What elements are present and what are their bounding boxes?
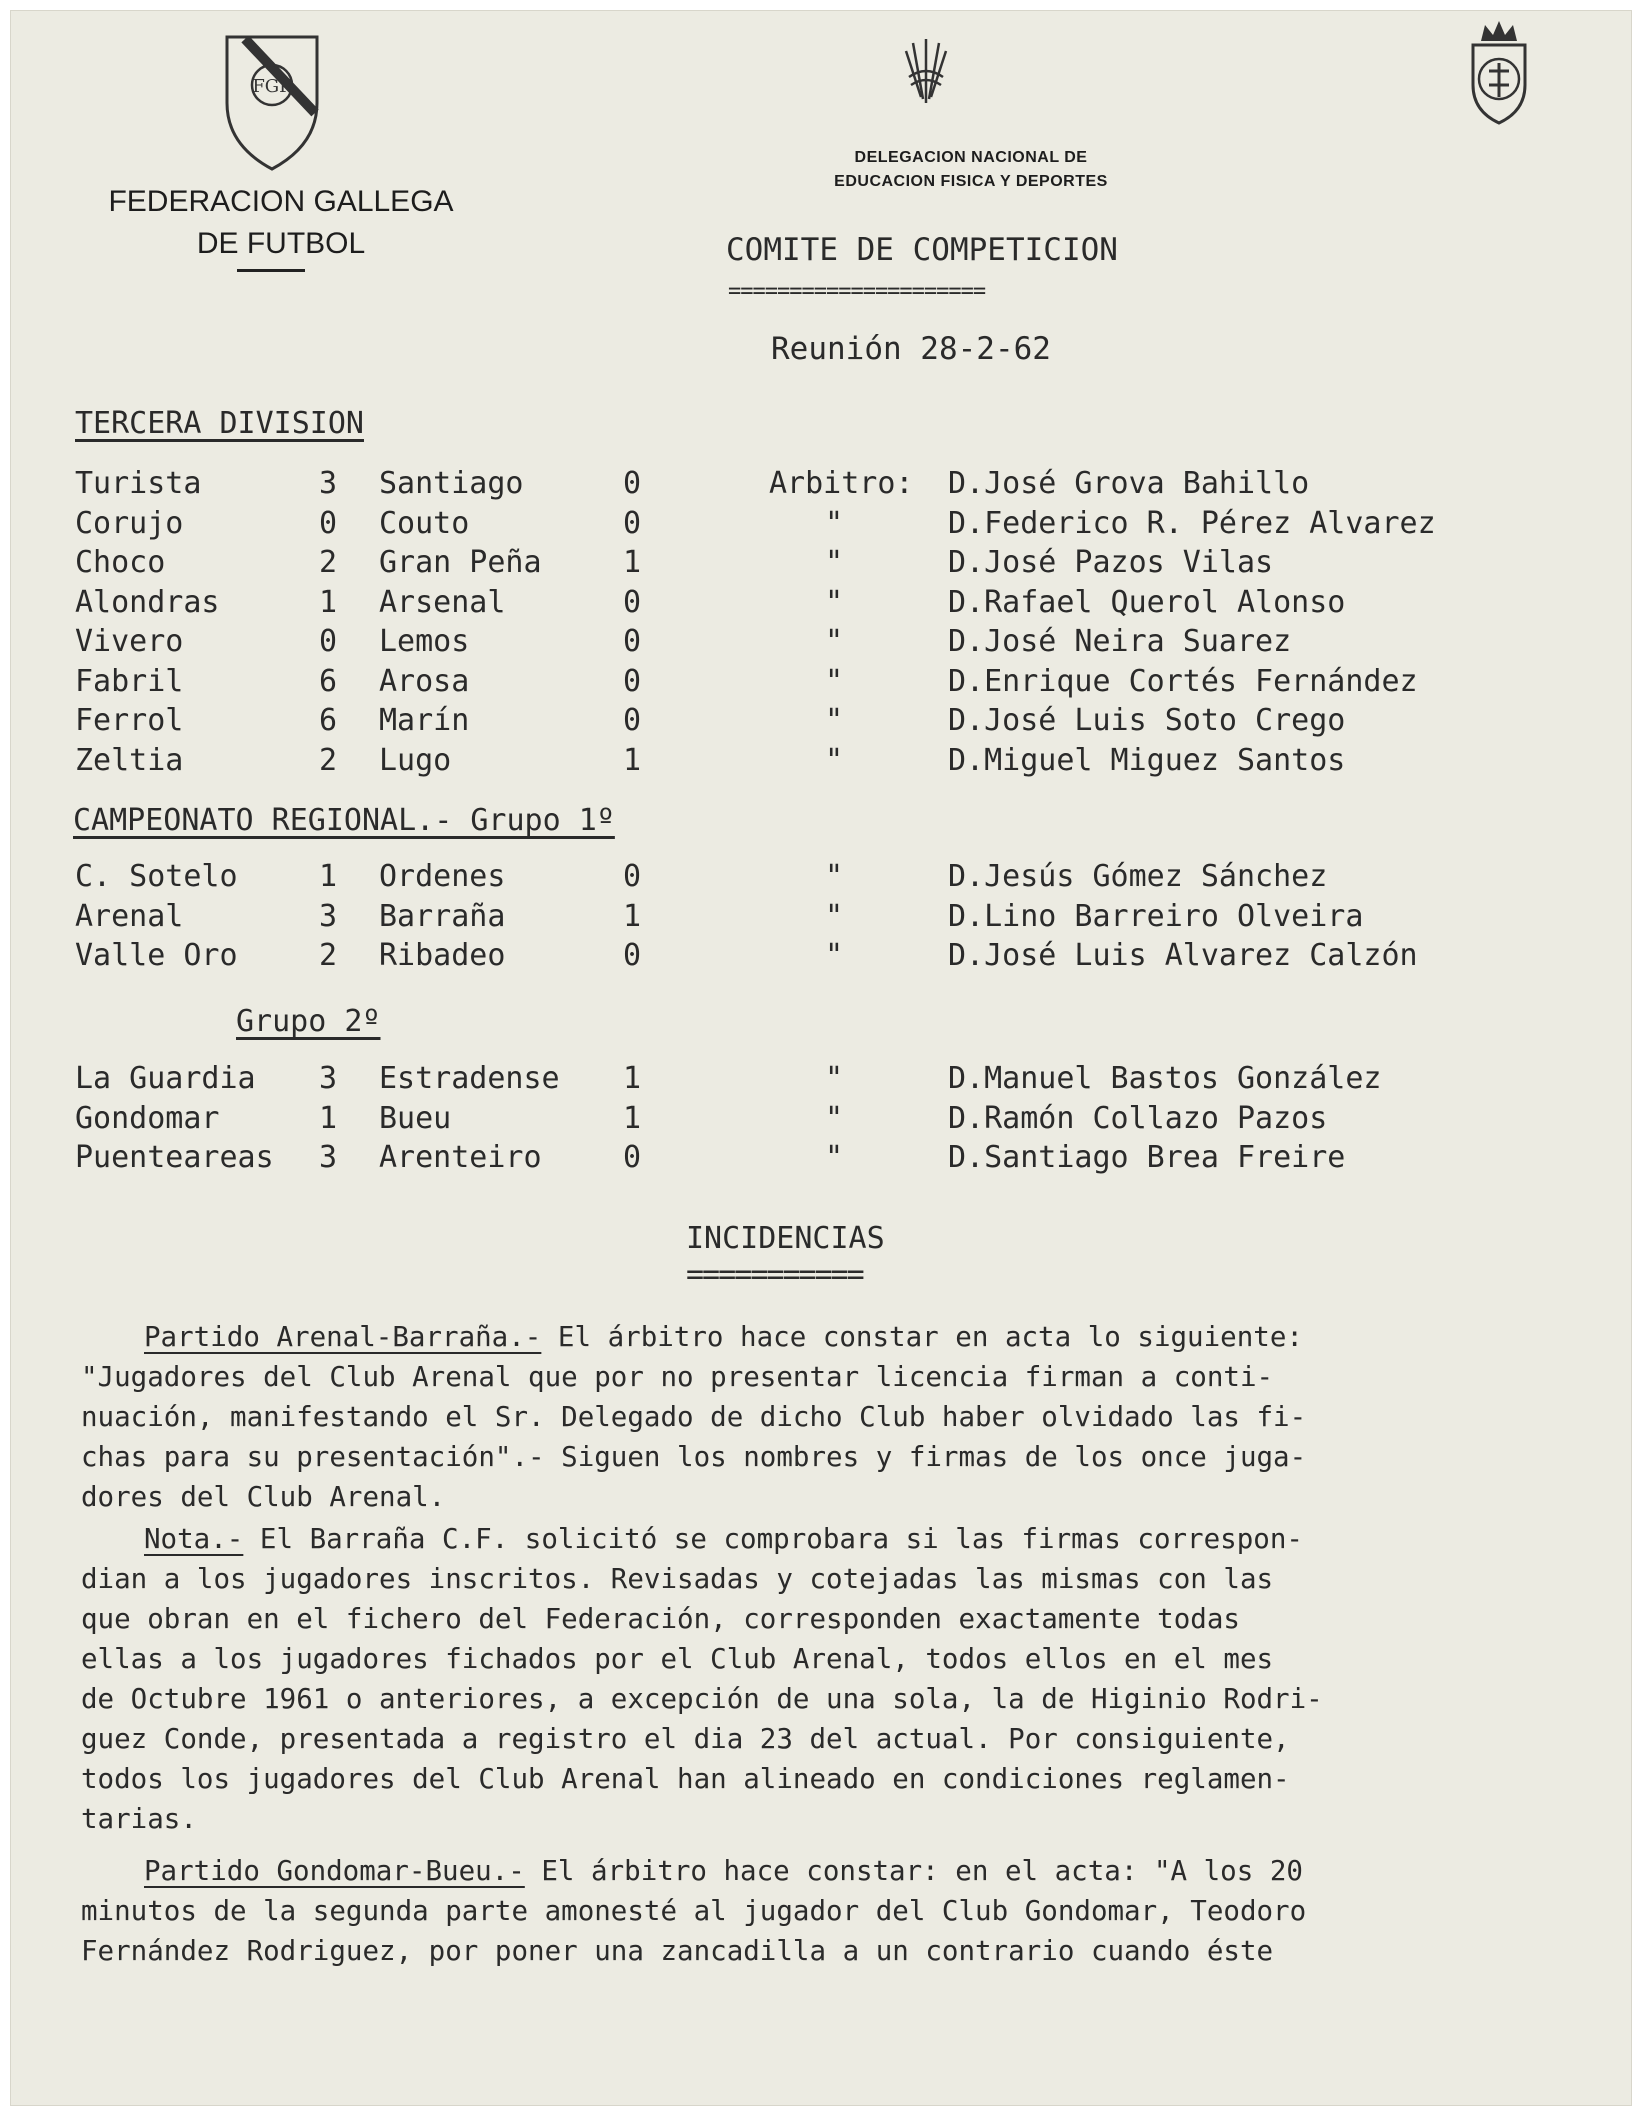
- home-team: Zeltia: [75, 742, 184, 778]
- home-goals: 3: [319, 1061, 338, 1096]
- away-team: Estradense: [379, 1061, 560, 1096]
- ditto-mark: ": [825, 1100, 844, 1136]
- home-team: Arenal: [75, 898, 184, 934]
- paragraph-line: de Octubre 1961 o anteriores, a excepción de una sola, la de Higinio Rodri-: [81, 1683, 1323, 1715]
- away-goals: 1: [623, 898, 642, 934]
- paragraph-line: nuación, manifestando el Sr. Delegado de dicho Club haber olvidado las fi-: [81, 1401, 1307, 1433]
- referee-name: D.José Neira Suarez: [948, 624, 1292, 659]
- paragraph-arenal-barrana: [81, 1317, 1306, 1517]
- home-goals: 6: [319, 703, 338, 738]
- home-team: La Guardia: [75, 1061, 256, 1096]
- home-goals: 2: [319, 742, 338, 778]
- ditto-mark: ": [825, 505, 844, 541]
- ditto-mark: ": [825, 624, 844, 659]
- referee-name: D.Santiago Brea Freire: [948, 1140, 1346, 1175]
- referee-name: D.Manuel Bastos González: [948, 1061, 1382, 1096]
- away-team: Lugo: [379, 742, 452, 778]
- paragraph-line: dian a los jugadores inscritos. Revisadas y cotejadas las mismas con las: [81, 1563, 1274, 1595]
- away-goals: 1: [623, 1100, 642, 1136]
- committee-double-rule: =====================: [728, 279, 986, 304]
- delegation-line-1: DELEGACION NACIONAL DE: [854, 149, 1088, 166]
- home-team: Puenteareas: [75, 1140, 274, 1175]
- paragraph-heading: Partido Arenal-Barraña.-: [144, 1321, 542, 1353]
- ditto-mark: ": [825, 742, 844, 778]
- away-goals: 1: [623, 545, 642, 580]
- away-team: Barraña: [379, 898, 506, 934]
- paragraph-first-line: [81, 1519, 1323, 1559]
- away-goals: 0: [623, 703, 642, 738]
- svg-text:FGF: FGF: [252, 76, 292, 97]
- committee-title: COMITE DE COMPETICION: [726, 232, 1118, 268]
- away-goals: 0: [623, 1140, 642, 1175]
- paragraph-text: El Barraña C.F. solicitó se comprobara si las firmas correspon-: [243, 1523, 1303, 1555]
- ditto-mark: ": [825, 1061, 844, 1096]
- ditto-mark: ": [825, 938, 844, 973]
- home-team: Ferrol: [75, 703, 184, 738]
- home-goals: 2: [319, 938, 338, 973]
- paragraph-heading: Nota.-: [144, 1523, 244, 1555]
- away-team: Bueu: [379, 1100, 452, 1136]
- home-goals: 2: [319, 545, 338, 580]
- home-goals: 1: [319, 1100, 338, 1136]
- delegation-line-2: EDUCACION FISICA Y DEPORTES: [834, 173, 1108, 190]
- away-team: Gran Peña: [379, 545, 542, 580]
- referee-name: D.José Pazos Vilas: [948, 545, 1274, 580]
- away-goals: 1: [623, 1061, 642, 1096]
- paragraph-line: Fernández Rodriguez, por poner una zancadilla a un contrario cuando éste: [81, 1935, 1274, 1967]
- section-campeonato-regional: CAMPEONATO REGIONAL.- Grupo 1º: [73, 803, 615, 838]
- delegation-name: [761, 146, 1181, 194]
- paragraph-first-line: [81, 1851, 1306, 1891]
- away-goals: 0: [623, 938, 642, 973]
- federation-shield-logo: [223, 33, 321, 173]
- away-team: Arosa: [379, 663, 470, 699]
- crowned-shield-logo: [1459, 15, 1539, 127]
- federation-line-2: DE FUTBOL: [196, 227, 366, 260]
- section-grupo-2: Grupo 2º: [236, 1004, 381, 1039]
- home-goals: 3: [319, 1140, 338, 1175]
- referee-name: D.José Luis Alvarez Calzón: [948, 938, 1418, 973]
- home-goals: 0: [319, 624, 338, 659]
- away-team: Couto: [379, 505, 470, 541]
- home-team: C. Sotelo: [75, 859, 238, 894]
- referee-name: D.Jesús Gómez Sánchez: [948, 859, 1328, 894]
- paragraph-line: minutos de la segunda parte amonesté al jugador del Club Gondomar, Teodoro: [81, 1895, 1307, 1927]
- ditto-mark: ": [825, 859, 844, 894]
- paragraph-line: todos los jugadores del Club Arenal han alineado en condiciones reglamen-: [81, 1763, 1290, 1795]
- home-goals: 1: [319, 859, 338, 894]
- home-team: Turista: [75, 466, 202, 501]
- home-goals: 1: [319, 584, 338, 620]
- home-team: Corujo: [75, 505, 184, 541]
- home-goals: 0: [319, 505, 338, 541]
- away-team: Ribadeo: [379, 938, 506, 973]
- referee-name: D.Miguel Miguez Santos: [948, 742, 1346, 778]
- away-team: Lemos: [379, 624, 470, 659]
- paragraph-line: ellas a los jugadores fichados por el Club Arenal, todos ellos en el mes: [81, 1643, 1274, 1675]
- away-team: Marín: [379, 703, 470, 738]
- ditto-mark: ": [825, 584, 844, 620]
- paragraph-line: chas para su presentación".- Siguen los nombres y firmas de los once juga-: [81, 1441, 1307, 1473]
- away-team: Arsenal: [379, 584, 506, 620]
- document-page: [10, 10, 1632, 2106]
- federation-underline: [237, 269, 305, 272]
- federation-name: [91, 181, 471, 265]
- referee-name: D.Federico R. Pérez Alvarez: [948, 505, 1436, 541]
- paragraph-nota: [81, 1519, 1323, 1839]
- home-team: Choco: [75, 545, 166, 580]
- referee-name: D.Lino Barreiro Olveira: [948, 898, 1364, 934]
- yoke-arrows-emblem-icon: [901, 35, 951, 107]
- away-team: Santiago: [379, 466, 524, 501]
- away-goals: 0: [623, 859, 642, 894]
- home-goals: 3: [319, 898, 338, 934]
- referee-name: D.Rafael Querol Alonso: [948, 584, 1346, 620]
- home-team: Alondras: [75, 584, 220, 620]
- home-goals: 6: [319, 663, 338, 699]
- away-goals: 0: [623, 663, 642, 699]
- away-team: Ordenes: [379, 859, 506, 894]
- incidencias-title: INCIDENCIAS: [686, 1221, 885, 1256]
- referee-label: Arbitro:: [769, 466, 914, 501]
- home-goals: 3: [319, 466, 338, 501]
- section-tercera-division: TERCERA DIVISION: [75, 406, 364, 441]
- ditto-mark: ": [825, 703, 844, 738]
- federation-line-1: FEDERACION GALLEGA: [108, 185, 454, 218]
- paragraph-text: El árbitro hace constar: en el acta: "A los 20: [524, 1855, 1303, 1887]
- paragraph-heading: Partido Gondomar-Bueu.-: [144, 1855, 525, 1887]
- ditto-mark: ": [825, 1140, 844, 1175]
- paragraph-line: guez Conde, presentada a registro el dia 23 del actual. Por consiguiente,: [81, 1723, 1290, 1755]
- home-team: Valle Oro: [75, 938, 238, 973]
- referee-name: D.José Grova Bahillo: [948, 466, 1310, 501]
- ditto-mark: ": [825, 663, 844, 699]
- home-team: Fabril: [75, 663, 184, 699]
- paragraph-gondomar-bueu: [81, 1851, 1306, 1971]
- away-team: Arenteiro: [379, 1140, 542, 1175]
- away-goals: 1: [623, 742, 642, 778]
- paragraph-text: El árbitro hace constar en acta lo siguiente:: [541, 1321, 1303, 1353]
- meeting-date: Reunión 28-2-62: [771, 331, 1051, 367]
- ditto-mark: ": [825, 545, 844, 580]
- referee-name: D.Enrique Cortés Fernández: [948, 663, 1418, 699]
- paragraph-line: "Jugadores del Club Arenal que por no presentar licencia firman a conti-: [81, 1361, 1274, 1393]
- referee-name: D.Ramón Collazo Pazos: [948, 1100, 1328, 1136]
- away-goals: 0: [623, 584, 642, 620]
- away-goals: 0: [623, 624, 642, 659]
- paragraph-first-line: [81, 1317, 1306, 1357]
- paragraph-line: tarias.: [81, 1803, 197, 1835]
- home-team: Gondomar: [75, 1100, 220, 1136]
- incidencias-double-rule: ===========: [686, 1257, 863, 1292]
- ditto-mark: ": [825, 898, 844, 934]
- away-goals: 0: [623, 466, 642, 501]
- referee-name: D.José Luis Soto Crego: [948, 703, 1346, 738]
- paragraph-line: dores del Club Arenal.: [81, 1481, 446, 1513]
- away-goals: 0: [623, 505, 642, 541]
- paragraph-line: que obran en el fichero del Federación, corresponden exactamente todas: [81, 1603, 1240, 1635]
- home-team: Vivero: [75, 624, 184, 659]
